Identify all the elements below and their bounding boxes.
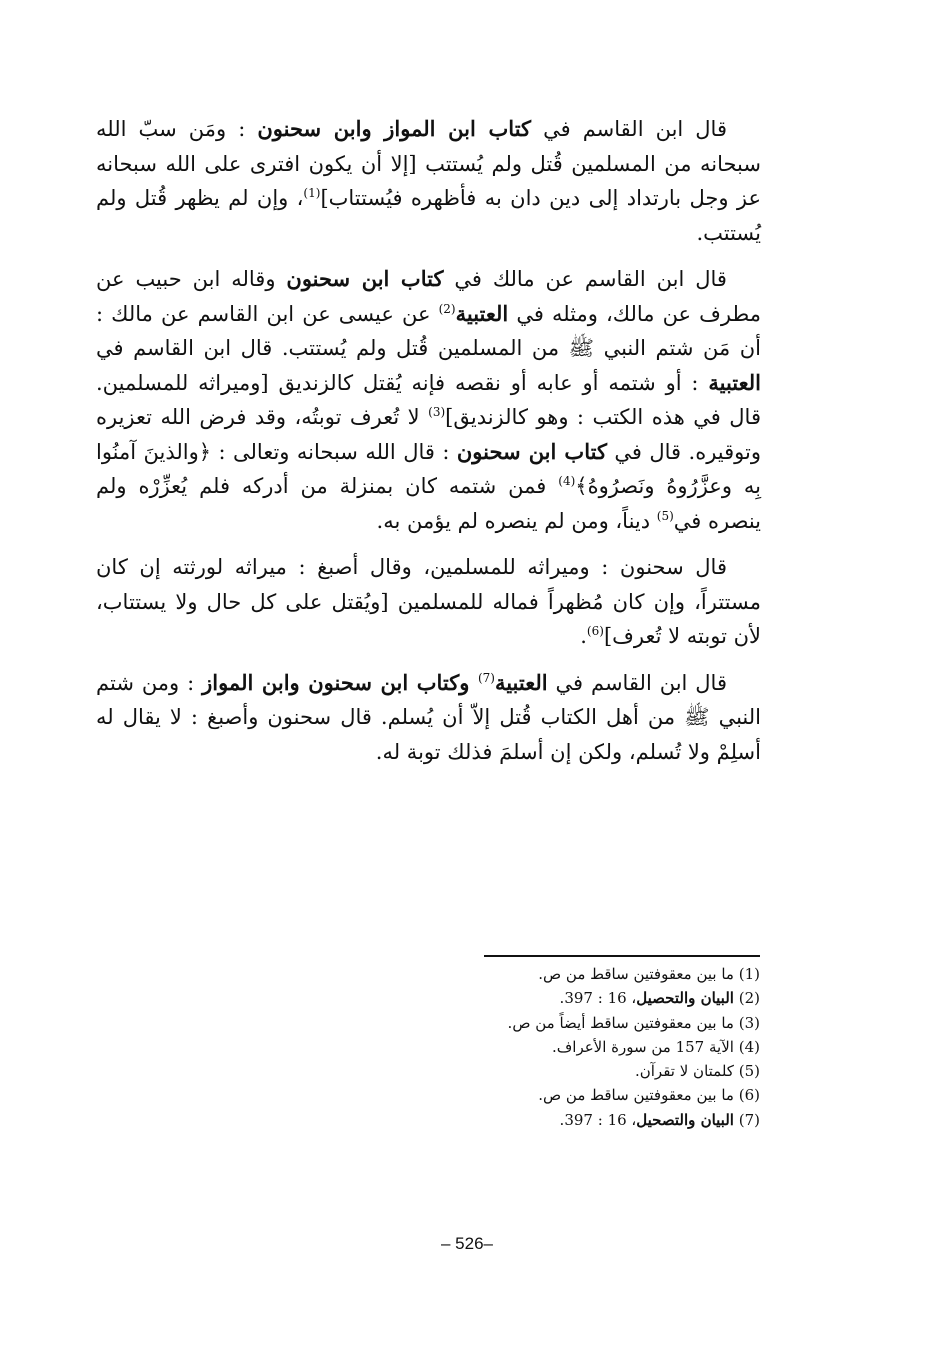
page-number: – 526– (441, 1234, 493, 1253)
text-run: فمن شتمه كان بمنزلة من أدركه فلم يُعزِّرْه ولم ينصره في (96, 474, 761, 533)
bold-reference: العتبية (494, 669, 548, 695)
text-run: الآية 157 من سورة الأعراف. (551, 1037, 734, 1056)
footnote-2 (470, 986, 760, 1010)
text-run: : ومَن سبّ الله سبحانه من المسلمين قُتل ولم يُستتب [إلا أن يكون افترى على الله سبحانه عز وجل بارتداد إلى دين دان به فأظهره فيُستتاب] (96, 117, 761, 210)
footnote-text (508, 1014, 734, 1032)
bold-reference: البيان والتحصيل (636, 989, 734, 1008)
bold-reference: كتاب ابن سحنون (456, 438, 607, 464)
footnote-1 (470, 962, 760, 986)
footnote-number: (6) (738, 1086, 760, 1105)
footnote-marker: (4) (558, 474, 576, 488)
text-run: ما بين معقوفتين ساقط أيضاً من ص. (507, 1013, 734, 1032)
bold-reference: العتبية (708, 369, 761, 395)
text-run: كلمتان لا تقرآن. (634, 1062, 734, 1081)
footnote-7 (470, 1108, 760, 1132)
text-run: ، 16 : 397. (559, 989, 637, 1008)
footnote-number: (5) (738, 1062, 760, 1081)
text-run: لا تُعرف توبتُه، وقد فرض الله تعزيره وتوقيره. قال في (96, 405, 761, 464)
footnotes (470, 962, 760, 1132)
text-run: قال سحنون : وميراثه للمسلمين، وقال أصبغ : ميراثه لورثته إن كان مستتراً، وإن كان مُظهراً فماله للمسلمين [ويُقتل على كل حال ولا يستتاب، لأن توبته لا تُعرف] (96, 555, 761, 648)
footnote-text (635, 1062, 734, 1080)
paragraph-1 (96, 112, 761, 250)
footnote-6 (470, 1083, 760, 1107)
footnote-number: (3) (738, 1013, 760, 1032)
footnote-number: (2) (738, 989, 760, 1008)
main-text (96, 112, 761, 781)
bold-reference: كتاب ابن المواز وابن سحنون (257, 116, 532, 141)
paragraph-3 (96, 550, 761, 654)
footnote-text (560, 989, 734, 1007)
footnote-3 (470, 1011, 760, 1035)
footnote-marker: (2) (438, 301, 456, 316)
text-run: ما بين معقوفتين ساقط من ص. (538, 965, 734, 983)
text-run: قال ابن القاسم في (547, 670, 727, 695)
footnote-marker: (3) (428, 405, 446, 419)
footnote-text (560, 1111, 734, 1129)
text-run: : ومن شتم النبي ﷺ من أهل الكتاب قُتل إلاّ أن يُسلم. قال سحنون وأصبغ : لا يقال له أسلِمْ ولا تُسلم، ولكن إن أسلمَ فذلك توبة له. (96, 670, 761, 764)
bold-reference: كتاب ابن سحنون (286, 266, 444, 291)
text-run: قال ابن القاسم في (531, 117, 727, 141)
text-run: ديناً، ومن لم ينصره لم يؤمن به. (376, 508, 657, 533)
bold-reference: العتبية (455, 300, 509, 326)
footnote-4 (470, 1035, 760, 1059)
footnote-marker: (6) (586, 624, 604, 638)
footnote-text (538, 1086, 734, 1104)
text-run: وقاله ابن حبيب عن مطرف عن مالك، ومثله في (96, 267, 761, 326)
bold-reference: البيان والتصحيل (636, 1110, 734, 1129)
paragraph-4 (96, 666, 761, 770)
text-run: ما بين معقوفتين ساقط من ص. (538, 1086, 734, 1105)
paragraph-2 (96, 262, 761, 538)
footnote-text (552, 1038, 734, 1056)
footnote-text (538, 965, 734, 983)
footnote-marker: (5) (656, 508, 674, 523)
text-run: : قال الله سبحانه وتعالى : ﴿والذينَ آمنُوا بِه وعزَّرُوهُ ونَصرُوهُ﴾ (96, 439, 762, 498)
footnote-5 (470, 1059, 760, 1083)
bold-reference: وكتاب ابن سحنون وابن المواز (202, 669, 478, 695)
footnote-number: (4) (738, 1037, 760, 1056)
text-run: قال ابن القاسم عن مالك في (443, 267, 727, 291)
text-run: ، وإن لم يظهر قُتل ولم يُستتب. (96, 186, 761, 245)
footnote-marker: (7) (477, 670, 495, 685)
text-run: . (580, 624, 587, 648)
footnote-number: (1) (738, 965, 760, 983)
footnote-marker: (1) (303, 186, 321, 200)
text-run: عن عيسى عن ابن القاسم عن مالك : أن مَن شتم النبي ﷺ من المسلمين قُتل ولم يُستتب. قال ابن القاسم في (96, 301, 761, 360)
text-run: ، 16 : 397. (559, 1110, 637, 1129)
footnote-divider (484, 955, 760, 957)
footnote-number: (7) (738, 1110, 760, 1129)
text-run: : أو شتمه أو عابه أو نقصه فإنه يُقتل كالزنديق [وميراثه للمسلمين. قال في هذه الكتب : وهو كالزنديق] (96, 370, 761, 429)
